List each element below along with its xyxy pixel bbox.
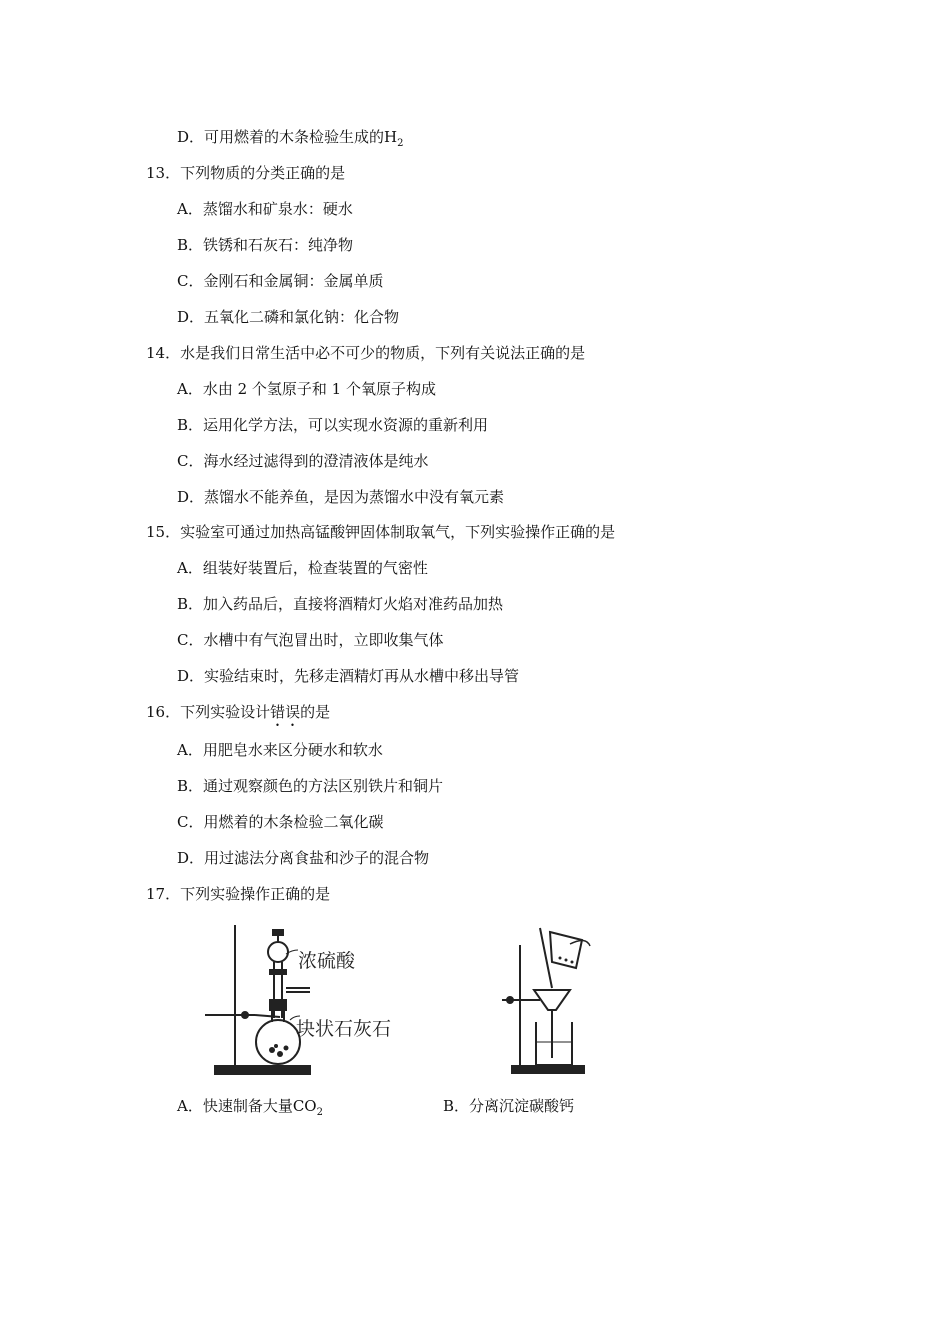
q16-option-d: D．用过滤法分离食盐和沙子的混合物 <box>177 849 430 867</box>
q16-stem: 16．下列实验设计错误的是 <box>146 703 331 721</box>
iron-stand-base <box>512 1066 584 1073</box>
rubber-stopper <box>270 1000 286 1010</box>
q17-stem: 17．下列实验操作正确的是 <box>146 885 331 903</box>
beaker <box>536 1022 572 1065</box>
apparatus-a-drawing <box>200 920 400 1080</box>
q17-option-a: A．快速制备大量$CO_2$ <box>177 1097 323 1118</box>
q17-option-b: B．分离沉淀碳酸钙 <box>443 1097 575 1115</box>
q16-option-c: C．用燃着的木条检验二氧化碳 <box>177 813 384 831</box>
q14-option-c: C．海水经过滤得到的澄清液体是纯水 <box>177 452 429 470</box>
q15-option-b: B．加入药品后，直接将酒精灯火焰对准药品加热 <box>177 595 504 613</box>
q14-option-b: B．运用化学方法，可以实现水资源的重新利用 <box>177 416 489 434</box>
limestone-lump <box>269 1047 275 1053</box>
q15-option-c: C．水槽中有气泡冒出时，立即收集气体 <box>177 631 444 649</box>
q13-stem: 13．下列物质的分类正确的是 <box>146 164 346 182</box>
pouring-beaker <box>550 932 582 968</box>
label-concentrated-sulfuric-acid: 浓硫酸 <box>298 950 356 972</box>
q14-option-d: D．蒸馏水不能养鱼，是因为蒸馏水中没有氧元素 <box>177 488 505 506</box>
q13-option-c: C．金刚石和金属铜：金属单质 <box>177 272 384 290</box>
q16-option-a: A．用肥皂水来区分硬水和软水 <box>177 741 383 759</box>
q14-option-a: A．水由 2 个氢原子和 1 个氧原子构成 <box>177 380 436 398</box>
figure-a-co2-apparatus <box>200 920 400 1080</box>
stopcock <box>270 970 286 974</box>
q13-option-b: B．铁锈和石灰石：纯净物 <box>177 236 354 254</box>
q12-option-d: D．可用燃着的木条检验生成的$H_2$ <box>177 128 404 149</box>
label-limestone-lumps: 块状石灰石 <box>296 1018 392 1040</box>
figure-b-filtration-apparatus <box>490 920 610 1080</box>
q13-option-a: A．蒸馏水和矿泉水：硬水 <box>177 200 353 218</box>
separatory-funnel <box>268 942 288 962</box>
q16-option-b: B．通过观察颜色的方法区别铁片和铜片 <box>177 777 444 795</box>
q15-option-a: A．组装好装置后，检查装置的气密性 <box>177 559 428 577</box>
clamp-to-flask <box>255 1015 280 1017</box>
q15-option-d: D．实验结束时，先移走酒精灯再从水槽中移出导管 <box>177 667 520 685</box>
q15-stem: 15．实验室可通过加热高锰酸钾固体制取氧气，下列实验操作正确的是 <box>146 523 616 541</box>
q13-option-d: D．五氧化二磷和氯化钠：化合物 <box>177 308 400 326</box>
apparatus-b-drawing <box>490 920 610 1080</box>
emphasized-word: 错误 <box>270 703 301 721</box>
iron-stand-base <box>215 1066 310 1074</box>
round-flask <box>256 1020 300 1064</box>
q14-stem: 14．水是我们日常生活中必不可少的物质，下列有关说法正确的是 <box>146 344 586 362</box>
